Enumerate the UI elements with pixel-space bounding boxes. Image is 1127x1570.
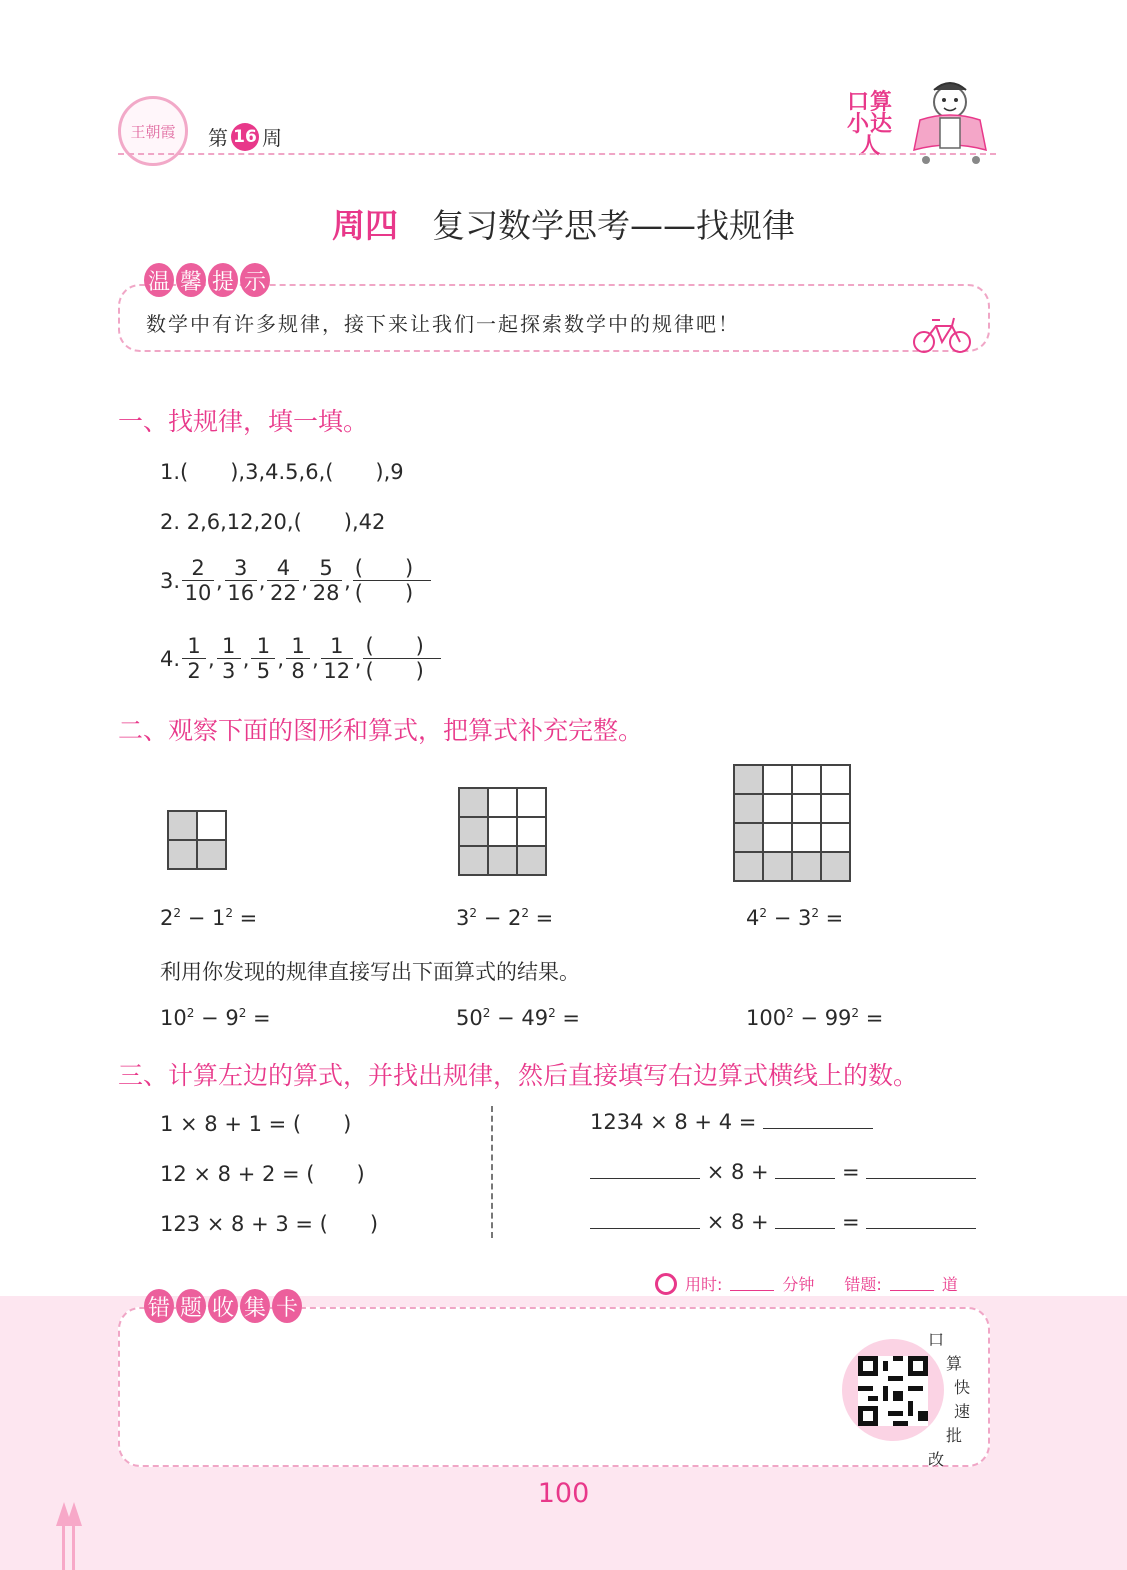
base-b: 49: [521, 1006, 549, 1030]
exponent: 2: [786, 1006, 794, 1020]
comma: ,: [208, 646, 215, 671]
denominator: 28: [312, 581, 340, 605]
question-4: [160, 634, 443, 683]
qr-code-icon[interactable]: [858, 1356, 928, 1426]
equation-text: 1234 × 8 + 4 =: [590, 1110, 757, 1134]
column-divider: [491, 1106, 493, 1238]
denominator: 3: [222, 659, 236, 683]
card-label-char: 集: [240, 1289, 270, 1323]
minus: −: [477, 906, 508, 930]
base-b: 99: [824, 1006, 852, 1030]
base-b: 9: [225, 1006, 239, 1030]
equation-text: × 8 +: [706, 1160, 769, 1184]
base-b: 2: [507, 906, 522, 930]
numerator: 3: [225, 556, 257, 581]
tip-label-char: 温: [144, 263, 174, 297]
answer-blank[interactable]: [775, 1208, 835, 1229]
time-label: 用时:: [685, 1275, 723, 1294]
denominator: 5: [256, 659, 271, 683]
qr-caption-char: 口: [928, 1330, 945, 1349]
base-b: 3: [797, 906, 812, 930]
exponent: 2: [811, 906, 819, 920]
exponent: 2: [851, 1006, 860, 1020]
week-indicator: [208, 122, 282, 151]
numerator: 1: [286, 634, 310, 659]
bicycle-icon: [912, 312, 972, 354]
exponent: 2: [238, 1006, 247, 1020]
equals: =: [528, 906, 554, 930]
fraction: [182, 634, 206, 683]
numerator: 1: [321, 634, 353, 659]
minus: −: [793, 1006, 825, 1030]
question-4-label: 4.: [160, 646, 181, 671]
section1-heading: 一、找规律，填一填。: [118, 407, 369, 436]
title-day: 周四: [332, 206, 398, 245]
answer-blank[interactable]: [590, 1158, 700, 1179]
week-number: 16: [231, 123, 259, 151]
errors-unit: 道: [941, 1275, 958, 1294]
errors-blank[interactable]: [890, 1276, 934, 1291]
minus: −: [767, 906, 798, 930]
exponent: 2: [225, 906, 233, 920]
tip-label: [144, 263, 270, 299]
minus: −: [194, 1006, 226, 1030]
left-equation-1: 1 × 8 + 1 = ( ): [160, 1112, 352, 1136]
exponent: 2: [469, 906, 478, 920]
numerator: 1: [182, 634, 206, 659]
fraction: [217, 634, 241, 683]
answer-blank[interactable]: [866, 1158, 976, 1179]
time-tracker: [655, 1272, 958, 1295]
answer-blank[interactable]: [590, 1208, 700, 1229]
equation-1: [160, 906, 257, 930]
section2-heading: 二、观察下面的图形和算式，把算式补充完整。: [118, 716, 644, 745]
tip-label-char: 馨: [176, 263, 206, 297]
numerator-blank[interactable]: ( ): [353, 556, 431, 581]
numerator: 1: [251, 634, 275, 659]
base-a: 10: [160, 1006, 187, 1030]
denominator: 16: [227, 581, 255, 605]
left-equation-2: 12 × 8 + 2 = ( ): [160, 1162, 365, 1186]
comma: ,: [258, 568, 266, 593]
stopwatch-icon: [655, 1273, 677, 1295]
comma: ,: [344, 568, 351, 593]
time-unit: 分钟: [782, 1275, 815, 1294]
numerator-blank[interactable]: ( ): [363, 634, 441, 659]
answer-blank[interactable]: [866, 1208, 976, 1229]
fraction: [251, 634, 275, 683]
denominator: 12: [323, 659, 351, 683]
fraction: [225, 556, 257, 605]
qr-caption-char: 速: [954, 1402, 971, 1421]
qr-caption-char: 快: [954, 1378, 971, 1397]
answer-fraction-blank[interactable]: [353, 556, 431, 605]
comma: ,: [301, 568, 309, 593]
fraction: [267, 556, 299, 605]
denominator-blank[interactable]: ( ): [354, 581, 414, 605]
card-label-char: 错: [144, 1289, 174, 1323]
minus: −: [490, 1006, 522, 1030]
square-grid-2x2: [167, 810, 227, 870]
answer-blank[interactable]: [775, 1158, 835, 1179]
tip-text: 数学中有许多规律，接下来让我们一起探索数学中的规律吧！: [146, 312, 740, 336]
time-blank[interactable]: [730, 1276, 774, 1291]
numerator: 5: [310, 556, 342, 581]
denominator-blank[interactable]: ( ): [365, 659, 424, 683]
week-prefix: 第: [208, 126, 228, 150]
right-equation-1: [590, 1108, 873, 1134]
denominator: 2: [187, 659, 201, 683]
publisher-logo: 王朝霞: [118, 96, 188, 166]
right-equation-3: [590, 1208, 976, 1234]
comma: ,: [242, 646, 250, 671]
comma: ,: [216, 568, 223, 593]
equals: =: [841, 1160, 860, 1184]
comma: ,: [312, 646, 319, 671]
numerator: 4: [267, 556, 299, 581]
equals: =: [818, 906, 844, 930]
base-b: 1: [211, 906, 226, 930]
equation-text: × 8 +: [706, 1210, 769, 1234]
base-a: 4: [746, 906, 760, 930]
equation-5: [456, 1006, 580, 1030]
fraction: [182, 556, 214, 605]
exponent: 2: [548, 1006, 556, 1020]
equals: =: [841, 1210, 860, 1234]
exponent: 2: [521, 906, 529, 920]
answer-fraction-blank[interactable]: [363, 634, 441, 683]
error-card-label: [144, 1289, 302, 1323]
equation-6: [746, 1006, 883, 1030]
exponent: 2: [759, 906, 768, 920]
equals: =: [246, 1006, 271, 1030]
comma: ,: [277, 646, 285, 671]
equation-3: [746, 906, 843, 930]
base-a: 3: [456, 906, 470, 930]
tip-label-char: 提: [208, 263, 238, 297]
question-3: [160, 556, 433, 605]
header-divider: [118, 153, 996, 155]
card-label-char: 卡: [272, 1289, 302, 1323]
equation-4: [160, 1006, 271, 1030]
denominator: 22: [270, 581, 297, 605]
page-number: 100: [537, 1478, 590, 1509]
numerator: 2: [182, 556, 214, 581]
base-a: 50: [456, 1006, 483, 1030]
qr-caption-char: 算: [946, 1354, 963, 1373]
answer-blank[interactable]: [763, 1108, 873, 1129]
page-title: [0, 200, 1127, 247]
denominator: 10: [184, 581, 212, 605]
comma: ,: [354, 646, 362, 671]
equals: =: [859, 1006, 884, 1030]
section3-heading: 三、计算左边的算式，并找出规律，然后直接填写右边算式横线上的数。: [118, 1061, 919, 1090]
question-1: 1.( ),3,4.5,6,( ),9: [160, 460, 404, 484]
title-topic: 复习数学思考——找规律: [432, 206, 795, 245]
square-grid-3x3: [458, 787, 547, 876]
left-equation-3: 123 × 8 + 3 = ( ): [160, 1212, 379, 1236]
equals: =: [555, 1006, 580, 1030]
square-grid-4x4: [733, 764, 851, 882]
brand-logo: 口算小达人: [846, 90, 893, 159]
question-2: 2. 2,6,12,20,( ),42: [160, 510, 386, 534]
errors-label: 错题:: [844, 1275, 882, 1294]
equals: =: [232, 906, 258, 930]
base-a: 2: [160, 906, 174, 930]
qr-caption: [928, 1328, 971, 1472]
card-label-char: 收: [208, 1289, 238, 1323]
question-3-label: 3.: [160, 568, 181, 593]
week-suffix: 周: [262, 126, 282, 150]
fraction: [310, 556, 342, 605]
card-label-char: 题: [176, 1289, 206, 1323]
minus: −: [181, 906, 212, 930]
qr-caption-char: 批: [946, 1426, 963, 1445]
denominator: 8: [291, 659, 305, 683]
tip-label-char: 示: [240, 263, 270, 297]
arrow-up-icon: [50, 1496, 90, 1570]
base-a: 100: [746, 1006, 787, 1030]
fraction: [321, 634, 353, 683]
exponent: 2: [173, 906, 182, 920]
exponent: 2: [482, 1006, 491, 1020]
exponent: 2: [186, 1006, 195, 1020]
fraction: [286, 634, 310, 683]
equation-2: [456, 906, 553, 930]
qr-caption-char: 改: [928, 1450, 945, 1469]
right-equation-2: [590, 1158, 976, 1184]
instruction: 利用你发现的规律直接写出下面算式的结果。: [160, 960, 580, 984]
numerator: 1: [217, 634, 241, 659]
